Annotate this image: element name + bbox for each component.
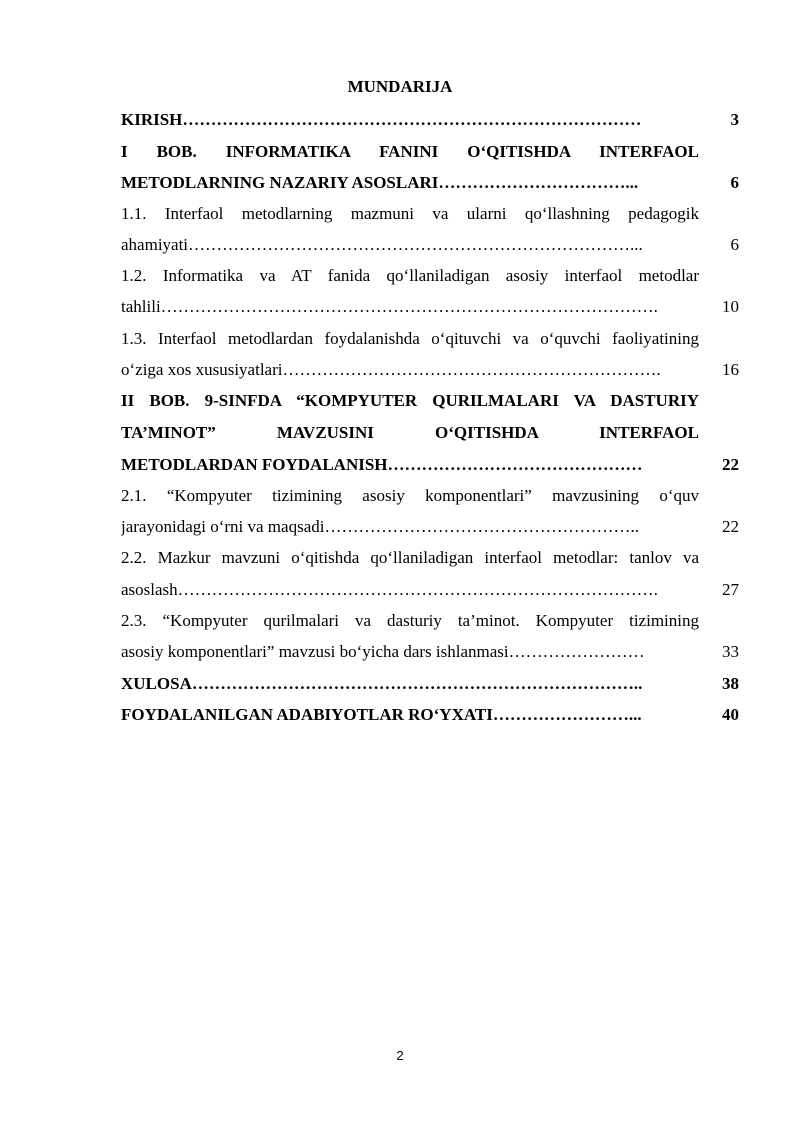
toc-entry-s13-line1: 1.3. Interfaol metodlardan foydalanishda o‘qituvchi va o‘quvchi faoliyatining — [121, 329, 699, 348]
toc-page-s11: 6 — [730, 235, 739, 254]
toc-page-bob2: 22 — [722, 455, 739, 474]
toc-entry-bob1-line2: METODLARNING NAZARIY ASOSLARI……………………………... — [121, 173, 639, 192]
toc-entry-bob2-line3: METODLARDAN FOYDALANISH……………………………………… — [121, 455, 643, 474]
toc-entry-s21-line1: 2.1. “Kompyuter tizimining asosiy komponentlari” mavzusining o‘quv — [121, 486, 699, 505]
toc-entry-bob1-line1: I BOB. INFORMATIKA FANINI O‘QITISHDA INTERFAOL — [121, 142, 699, 161]
toc-entry-adabiyotlar: FOYDALANILGAN ADABIYOTLAR RO‘YXATI……………………... — [121, 705, 642, 724]
toc-entry-s12-line1: 1.2. Informatika va AT fanida qo‘llaniladigan asosiy interfaol metodlar — [121, 266, 699, 285]
toc-entry-s11-line2: ahamiyati……………………………………………………………………... — [121, 235, 643, 254]
toc-page-s12: 10 — [722, 297, 739, 316]
toc-page-adabiyotlar: 40 — [722, 705, 739, 724]
toc-entry-bob2-line1: II BOB. 9-SINFDA “KOMPYUTER QURILMALARI VA DASTURIY — [121, 391, 699, 410]
toc-entry-bob2-line2: TA’MINOT” MAVZUSINI O‘QITISHDA INTERFAOL — [121, 423, 699, 442]
toc-entry-s22-line1: 2.2. Mazkur mavzuni o‘qitishda qo‘llaniladigan interfaol metodlar: tanlov va — [121, 548, 699, 567]
toc-entry-s13-line2: o‘ziga xos xususiyatlari…………………………………………………………. — [121, 360, 661, 379]
toc-page-kirish: 3 — [730, 110, 739, 129]
toc-page-s23: 33 — [722, 642, 739, 661]
toc-entry-s22-line2: asoslash…………………………………………………………………………. — [121, 580, 658, 599]
toc-entry-s23-line2: asosiy komponentlari” mavzusi bo‘yicha dars ishlanmasi…………………… — [121, 642, 645, 661]
toc-page-bob1: 6 — [730, 173, 739, 192]
toc-page-s13: 16 — [722, 360, 739, 379]
page-title: MUNDARIJA — [347, 77, 453, 96]
toc-page-s22: 27 — [722, 580, 739, 599]
toc-entry-kirish: KIRISH……………………………………………………………………… — [121, 110, 642, 129]
toc-entry-s23-line1: 2.3. “Kompyuter qurilmalari va dasturiy ta’minot. Kompyuter tizimining — [121, 611, 699, 630]
toc-entry-s21-line2: jarayonidagi o‘rni va maqsadi……………………………………………….. — [121, 517, 639, 536]
toc-entry-xulosa: XULOSA…………………………………………………………………….. — [121, 674, 643, 693]
toc-page-xulosa: 38 — [722, 674, 739, 693]
toc-entry-s12-line2: tahlili……………………………………………………………………………. — [121, 297, 658, 316]
toc-page-s21: 22 — [722, 517, 739, 536]
toc-entry-s11-line1: 1.1. Interfaol metodlarning mazmuni va ularni qo‘llashning pedagogik — [121, 204, 699, 223]
page-number: 2 — [396, 1048, 404, 1063]
